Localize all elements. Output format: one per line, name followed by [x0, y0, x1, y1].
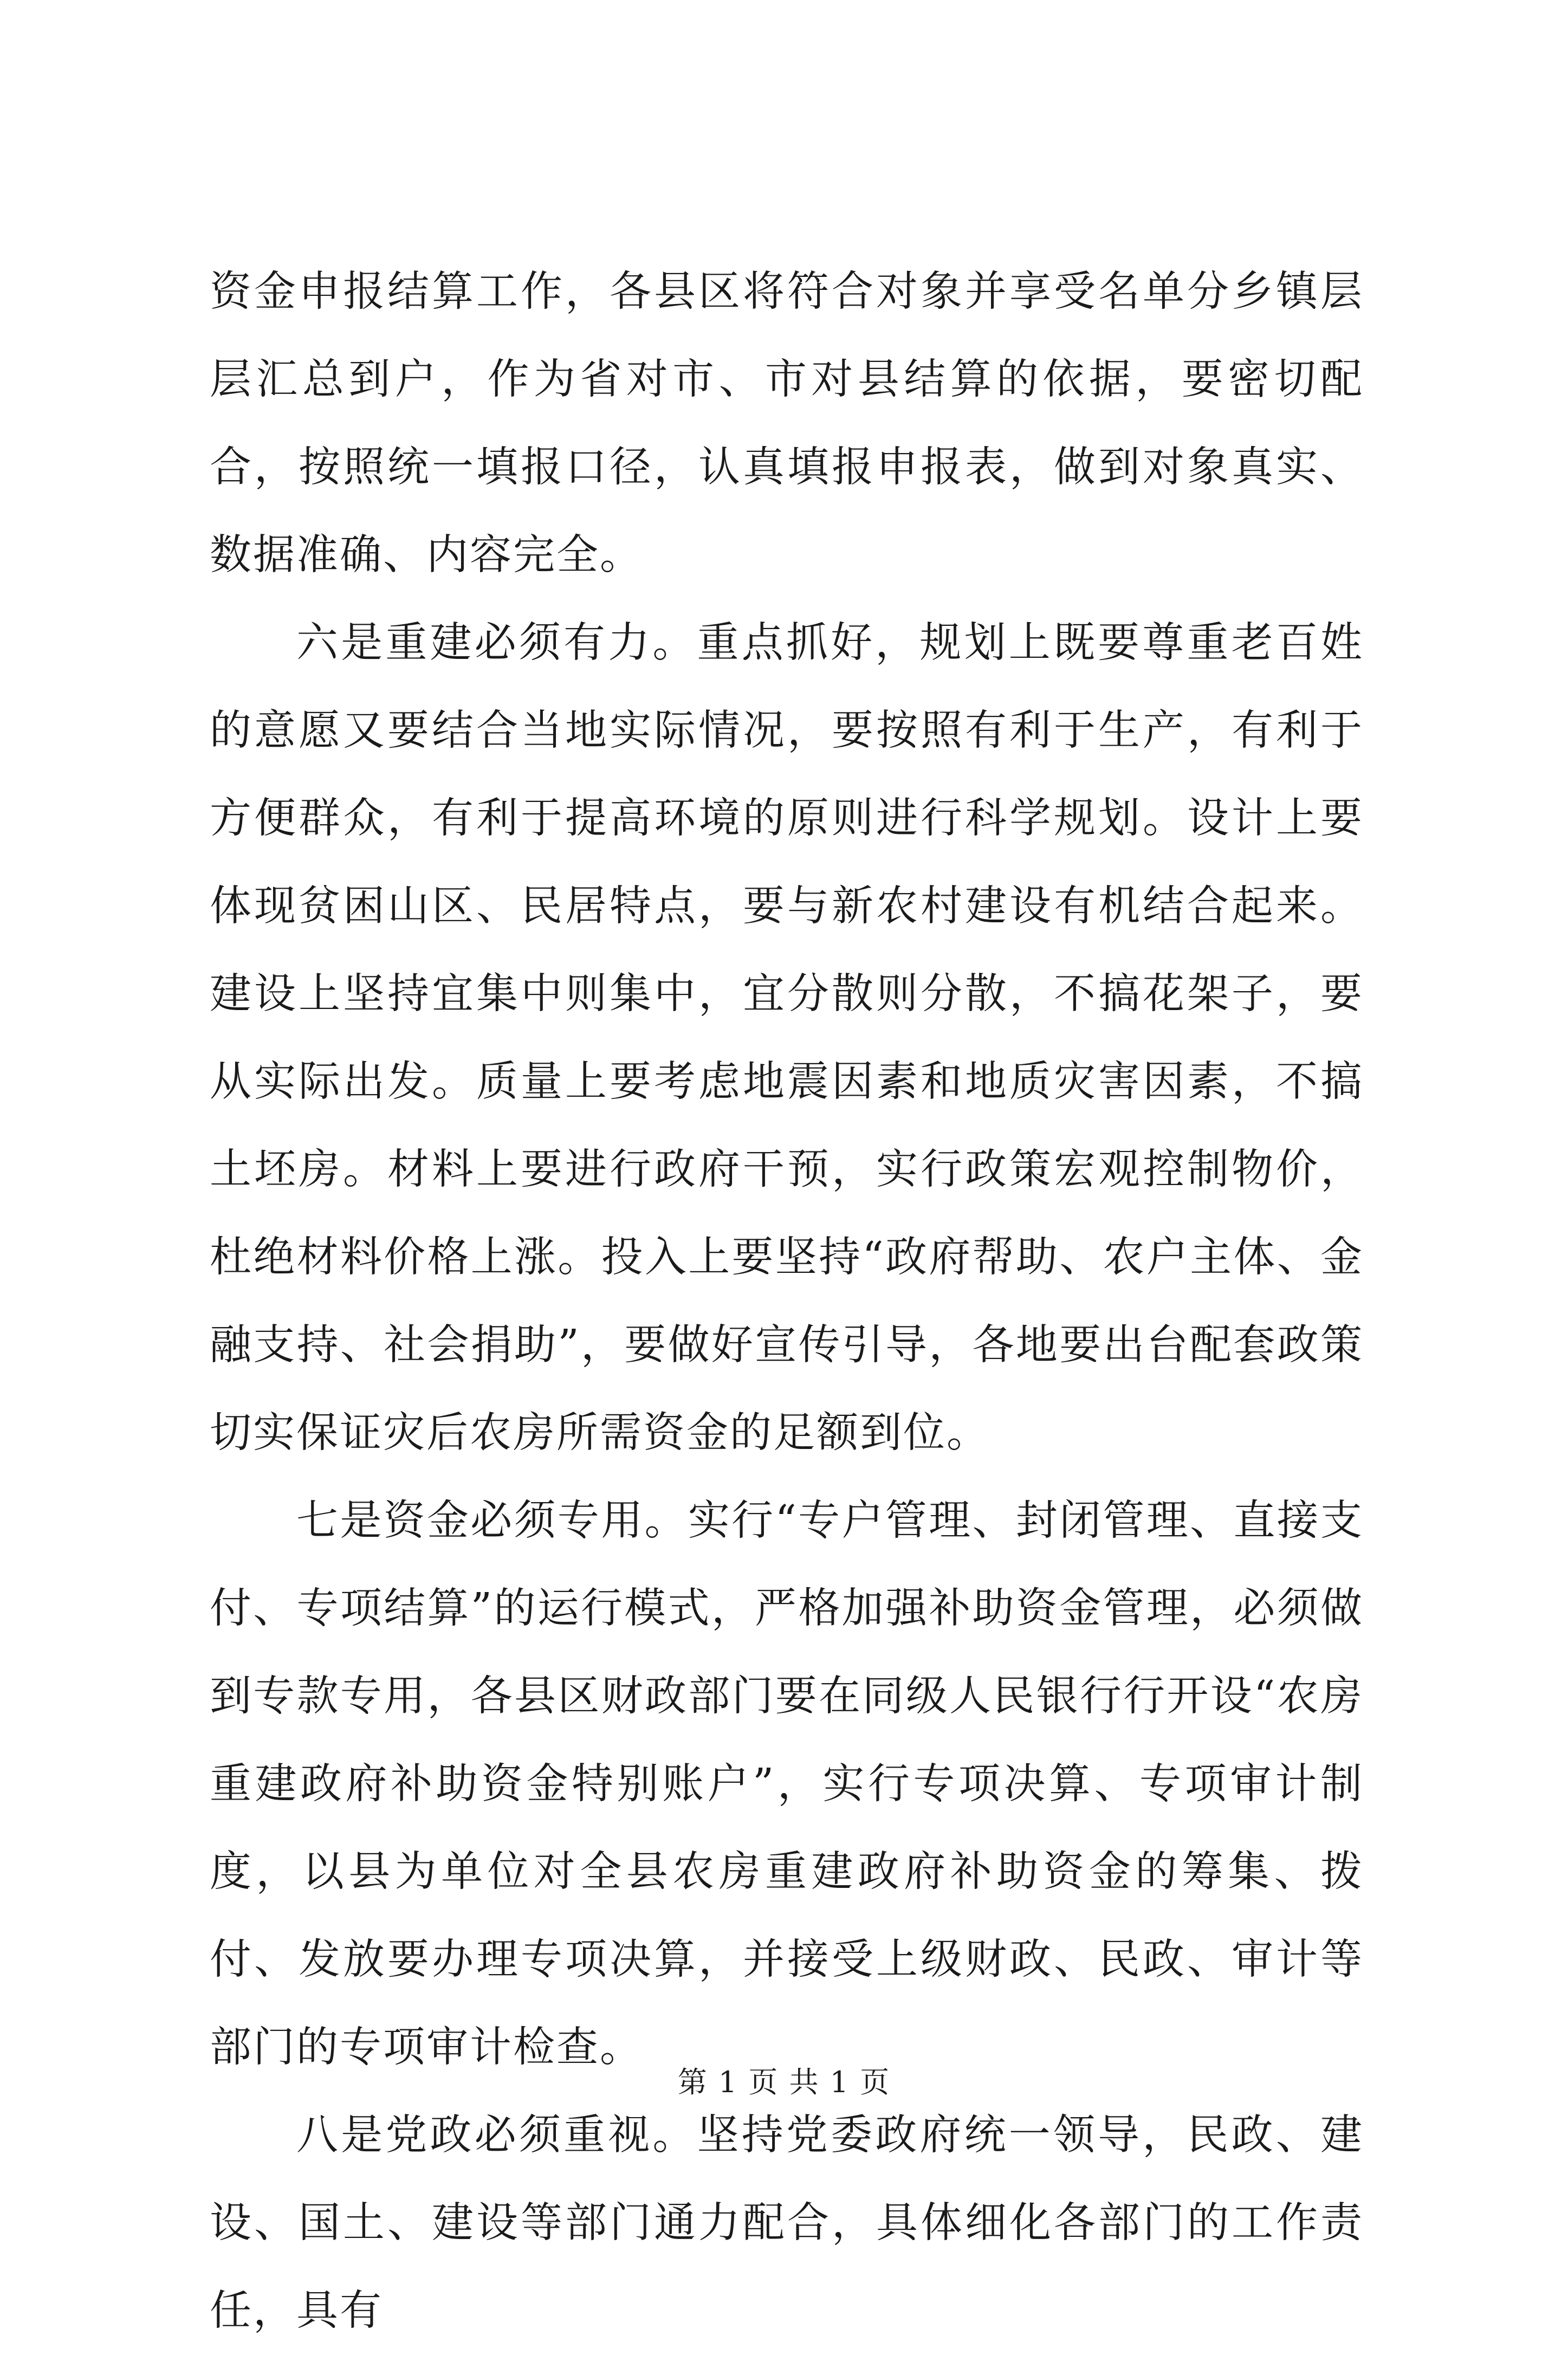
paragraph-1: 资金申报结算工作，各县区将符合对象并享受名单分乡镇层层汇总到户，作为省对市、市对县结算的依据，要密切配合，按照统一填报口径，认真填报申报表，做到对象真实、数据准确、内容完全。 [210, 268, 1364, 579]
document-body [210, 248, 1364, 2355]
paragraph-4: 八是党政必须重视。坚持党委政府统一领导，民政、建设、国土、建设等部门通力配合，具体细化各部门的工作责任，具有 [210, 2111, 1364, 2335]
paragraph-3: 七是资金必须专用。实行“专户管理、封闭管理、直接支付、专项结算”的运行模式，严格加强补助资金管理，必须做到专款专用，各县区财政部门要在同级人民银行行开设“农房重建政府补助资金特别账户”，实行专项决算、专项审计制度，以县为单位对全县农房重建政府补助资金的筹集、拨付、发放要办理专项决算，并接受上级财政、民政、审计等部门的专项审计检查。 [210, 1497, 1364, 2072]
paragraph-2: 六是重建必须有力。重点抓好，规划上既要尊重老百姓的意愿又要结合当地实际情况，要按照有利于生产，有利于方便群众，有利于提高环境的原则进行科学规划。设计上要体现贫困山区、民居特点，要与新农村建设有机结合起来。建设上坚持宜集中则集中，宜分散则分散，不搞花架子，要从实际出发。质量上要考虑地震因素和地质灾害因素，不搞土坯房。材料上要进行政府干预，实行政策宏观控制物价，杜绝材料价格上涨。投入上要坚持“政府帮助、农户主体、金融支持、社会捐助”，要做好宣传引导，各地要出台配套政策切实保证灾后农房所需资金的足额到位。 [210, 619, 1364, 1457]
page-number-footer: 第 1 页 共 1 页 [677, 2065, 891, 2099]
